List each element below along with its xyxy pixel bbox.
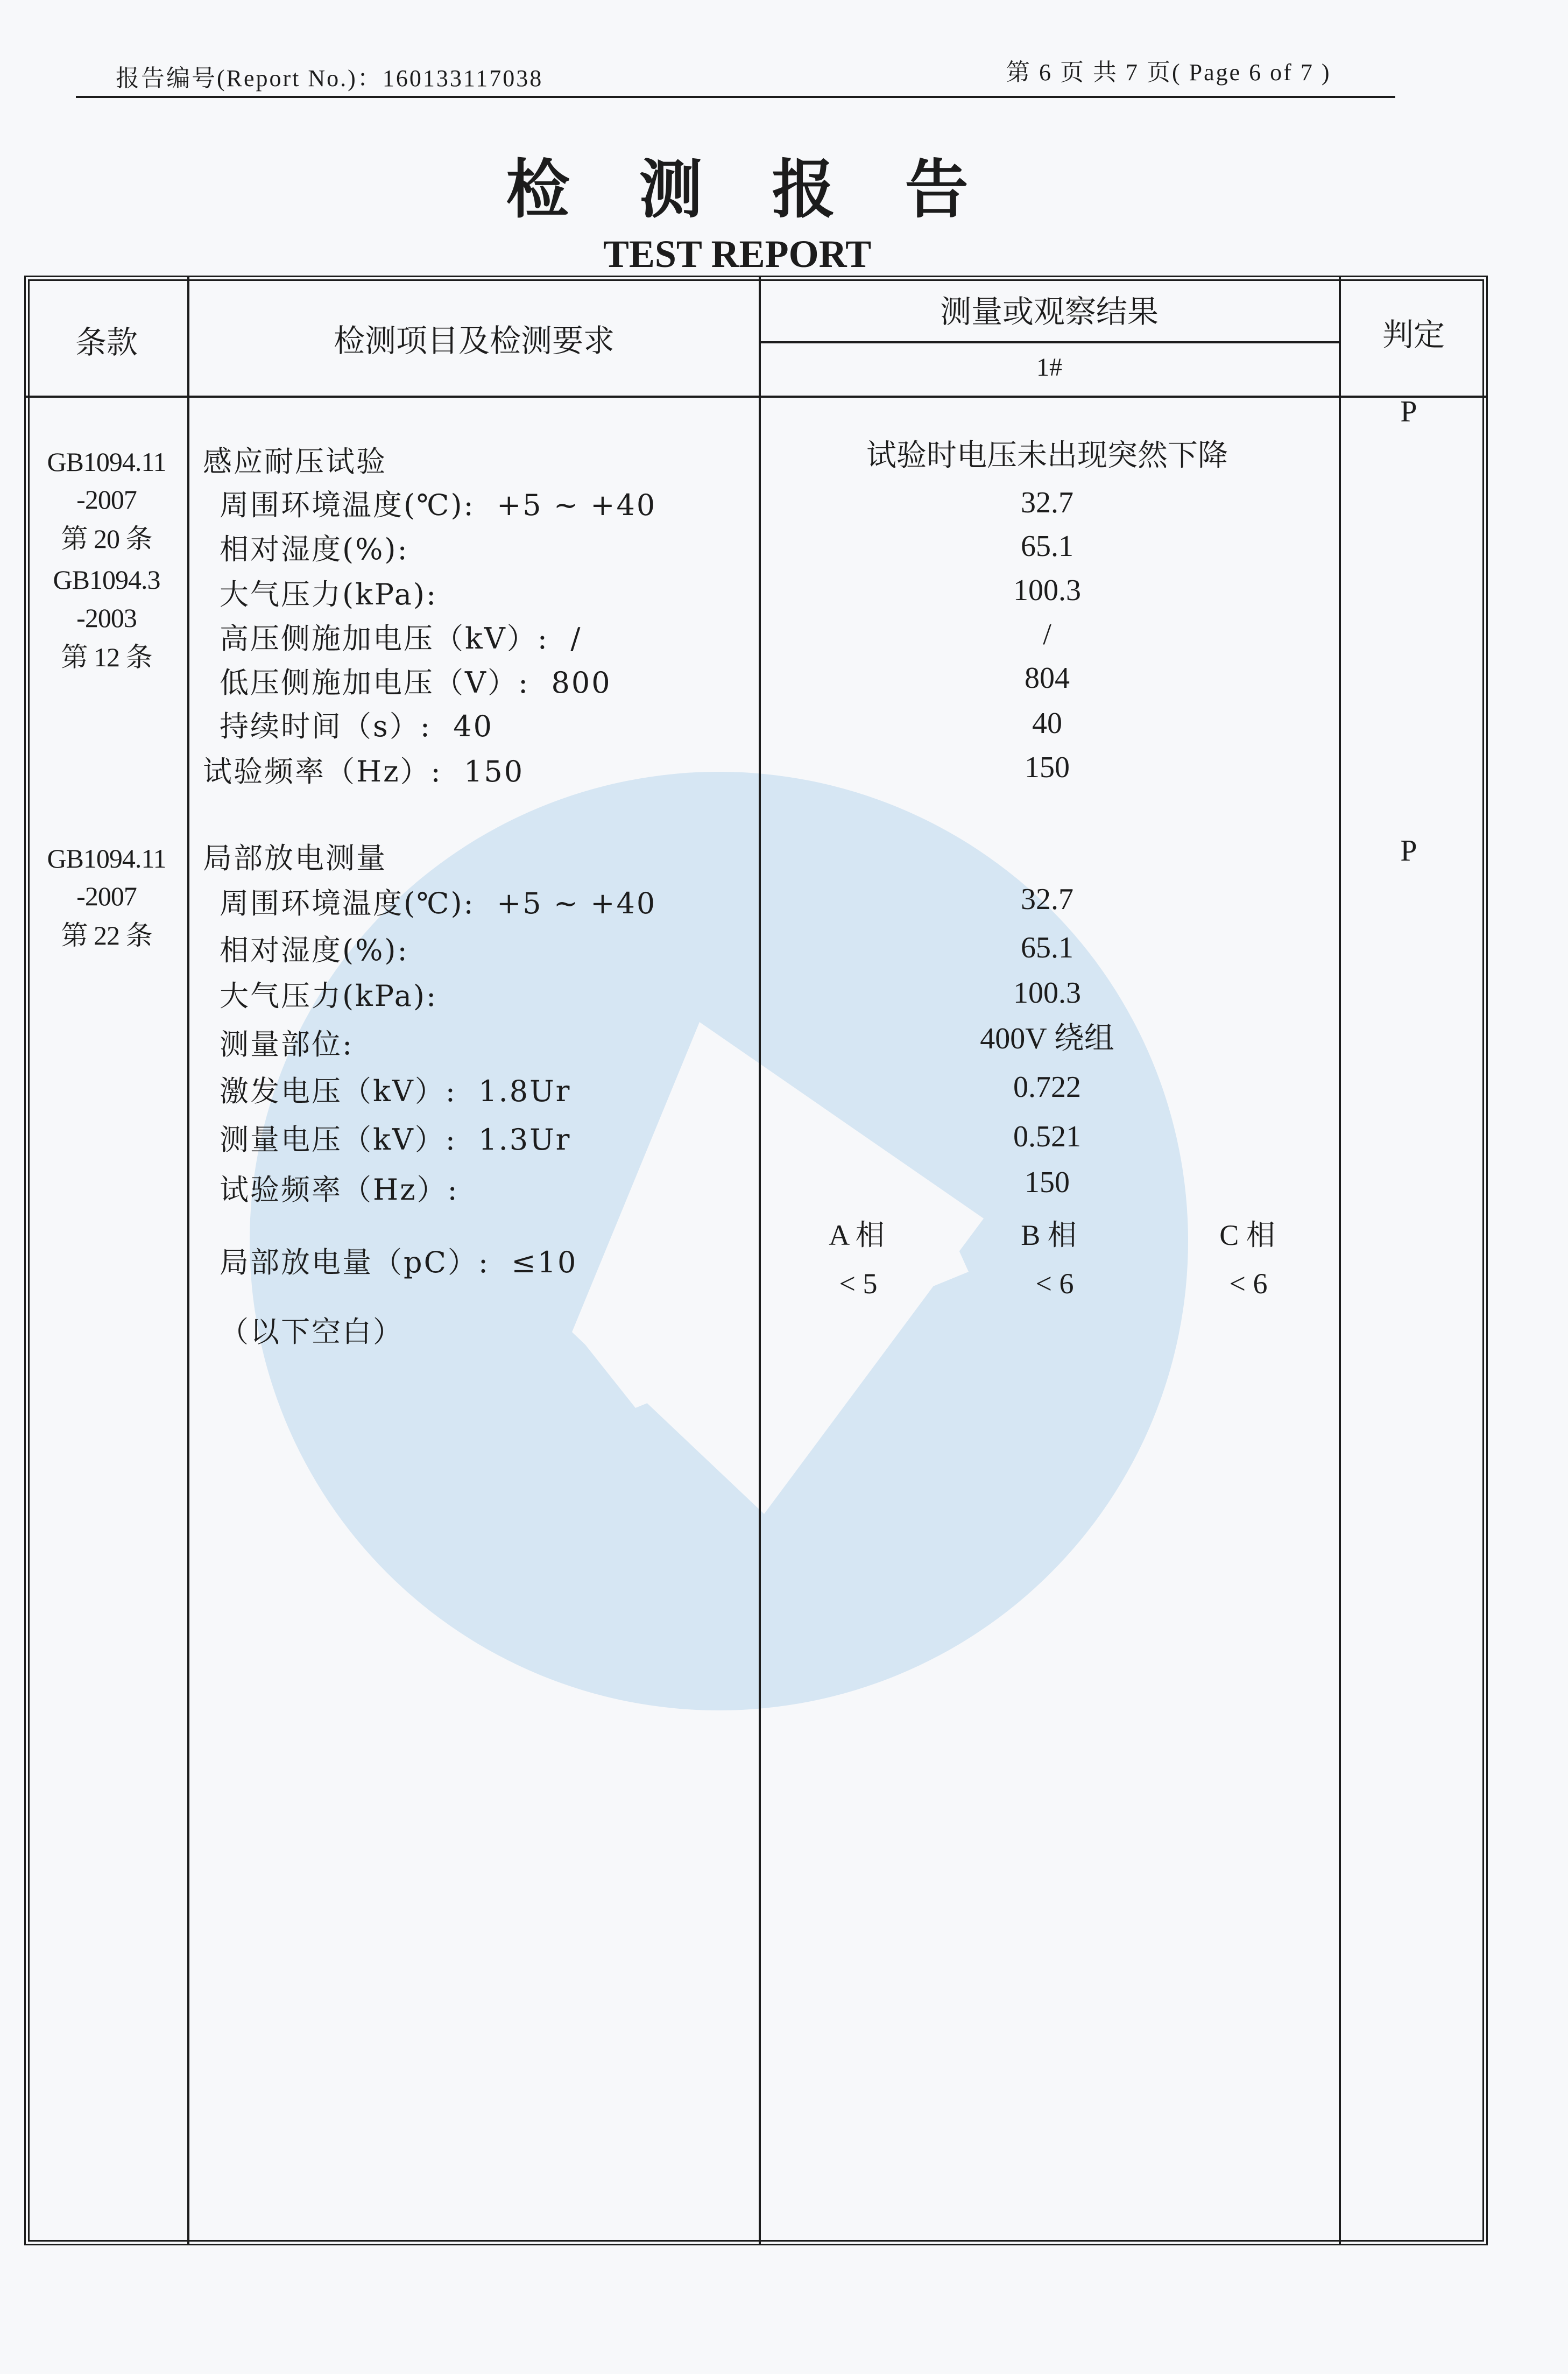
clause-line: 第 12 条 (61, 642, 152, 672)
test-result: 150 (1025, 1166, 1070, 1199)
header-row-rule (24, 396, 1488, 398)
clause-line: GB1094.11 (47, 843, 166, 873)
test-result: 试验时电压未出现突然下降 (866, 439, 1228, 473)
clause-line: -2007 (76, 484, 137, 515)
test-result: 40 (1032, 707, 1062, 740)
column-rule (759, 276, 761, 2245)
clause-line: GB1094.3 (53, 565, 160, 595)
column-header-sample: 1# (1036, 353, 1062, 382)
subheader-rule (760, 341, 1339, 343)
phase-label: C 相 (1219, 1219, 1275, 1251)
clause-line: -2007 (76, 881, 137, 911)
blank-note: （以下空白） (220, 1315, 404, 1349)
test-item: 试验频率（Hz）: 150 (203, 755, 525, 788)
test-result: / (1043, 618, 1051, 651)
clause-line: -2003 (76, 603, 137, 633)
test-item: 测量部位: (220, 1027, 354, 1061)
report-title-en: TEST REPORT (603, 233, 872, 276)
verdict: P (1400, 834, 1417, 868)
test-title: 局部放电测量 (203, 841, 387, 875)
test-item: 周围环境温度(℃): +5 ~ +40 (220, 488, 657, 522)
test-item: 大气压力(kPa): (220, 577, 438, 611)
test-item: 激发电压（kV）: 1.8Ur (220, 1074, 571, 1108)
report-number: 报告编号(Report No.)：160133117038 (116, 65, 543, 91)
report-title-cn: 检 测 报 告 (506, 152, 992, 227)
phase-value: < 6 (1229, 1267, 1268, 1300)
test-result: 150 (1025, 751, 1070, 784)
test-item: 低压侧施加电压（V）: 800 (220, 666, 612, 700)
phase-value: < 6 (1035, 1267, 1074, 1300)
test-result: 400V 绕组 (980, 1022, 1114, 1055)
phase-value: < 5 (839, 1267, 878, 1300)
test-result: 804 (1025, 661, 1070, 695)
test-item: 持续时间（s）: 40 (220, 709, 493, 743)
test-title: 感应耐压试验 (203, 445, 387, 478)
clause-line: 第 22 条 (61, 920, 152, 950)
phase-label: B 相 (1021, 1219, 1077, 1251)
test-item: 相对湿度(%): (220, 532, 409, 566)
test-item: 周围环境温度(℃): +5 ~ +40 (220, 886, 657, 920)
column-rule (187, 276, 189, 2245)
test-result: 65.1 (1021, 530, 1073, 563)
test-result: 32.7 (1021, 883, 1073, 916)
page-indicator: 第 6 页 共 7 页( Page 6 of 7 ) (1006, 59, 1331, 86)
clause-line: 第 20 条 (61, 524, 152, 554)
test-result: 32.7 (1021, 486, 1073, 519)
column-header-clause: 条款 (75, 324, 138, 361)
column-header-result: 测量或观察结果 (940, 293, 1159, 330)
test-result: 100.3 (1013, 976, 1081, 1010)
phase-label: A 相 (829, 1219, 885, 1251)
header-rule (76, 96, 1395, 98)
test-result: 100.3 (1013, 574, 1081, 607)
clause-line: GB1094.11 (47, 447, 166, 477)
test-item: 试验频率（Hz）: (220, 1173, 459, 1207)
column-header-verdict: 判定 (1382, 316, 1445, 353)
verdict: P (1400, 395, 1417, 428)
test-item: 相对湿度(%): (220, 933, 409, 967)
test-result: 0.521 (1013, 1120, 1081, 1153)
test-result: 0.722 (1013, 1070, 1081, 1104)
test-item: 测量电压（kV）: 1.3Ur (220, 1123, 571, 1157)
test-item: 高压侧施加电压（kV）: / (220, 622, 582, 656)
column-header-item: 检测项目及检测要求 (333, 322, 615, 359)
column-rule (1339, 276, 1341, 2245)
test-item: 大气压力(kPa): (220, 979, 438, 1013)
test-result: 65.1 (1021, 931, 1073, 964)
partial-discharge-item: 局部放电量（pC）: ≤10 (220, 1245, 578, 1279)
